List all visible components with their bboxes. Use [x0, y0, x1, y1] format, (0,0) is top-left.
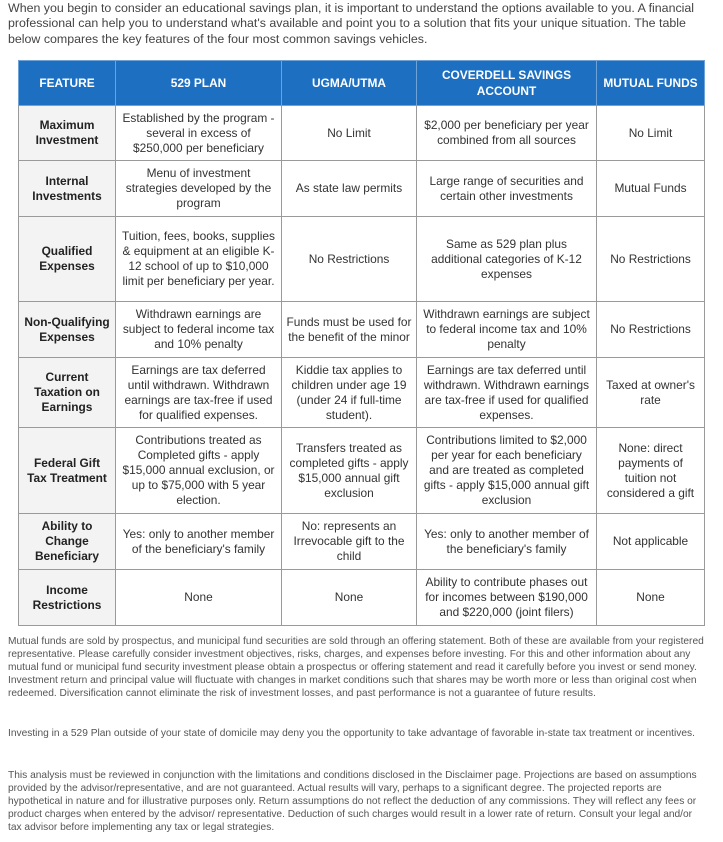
table-cell: No: represents an Irrevocable gift to the child — [282, 514, 417, 570]
feature-cell: Internal Investments — [19, 161, 116, 217]
feature-cell: Ability to Change Beneficiary — [19, 514, 116, 570]
table-row — [19, 106, 705, 161]
table-cell: No Limit — [282, 106, 417, 161]
disclaimer-mutual-funds: Mutual funds are sold by prospectus, and municipal fund securities are sold through an offering statement. Both of these are available from your registered representative. Please carefully consider investment objectives, risks, charges, and expenses before investing. For this and other information about any mutual fund or municipal fund security investment please obtain a prospectus or offering statement and read it carefully before you invest or send money. Investment return and principal value will fluctuate with changes in market conditions such that shares may be worth more or less than original cost when redeemed. Diversification cannot eliminate the risk of investment losses, and past performance is not a guarantee of future results. — [8, 636, 704, 699]
table-cell: No Restrictions — [597, 302, 705, 358]
table-cell: None — [282, 570, 417, 626]
table-cell: Withdrawn earnings are subject to federal income tax and 10% penalty — [417, 302, 597, 358]
table-cell: Mutual Funds — [597, 161, 705, 217]
table-cell: Yes: only to another member of the beneficiary's family — [417, 514, 597, 570]
header-529-plan: 529 PLAN — [116, 61, 282, 106]
feature-cell: Maximum Investment — [19, 106, 116, 161]
table-cell: No Restrictions — [597, 217, 705, 302]
feature-cell: Non-Qualifying Expenses — [19, 302, 116, 358]
table-cell: Transfers treated as completed gifts - apply $15,000 annual gift exclusion — [282, 428, 417, 514]
table-cell: No Limit — [597, 106, 705, 161]
table-row — [19, 161, 705, 217]
table-row — [19, 358, 705, 428]
header-feature: FEATURE — [19, 61, 116, 106]
table-header-row — [19, 61, 705, 106]
header-coverdell: COVERDELL SAVINGS ACCOUNT — [417, 61, 597, 106]
comparison-table — [18, 60, 705, 626]
table-row — [19, 302, 705, 358]
table-cell: Tuition, fees, books, supplies & equipment at an eligible K-12 school of up to $10,000 limit per beneficiary per year. — [116, 217, 282, 302]
feature-cell: Qualified Expenses — [19, 217, 116, 302]
table-cell: Large range of securities and certain other investments — [417, 161, 597, 217]
table-cell: Kiddie tax applies to children under age 19 (under 24 if full-time student). — [282, 358, 417, 428]
table-cell: Earnings are tax deferred until withdrawn. Withdrawn earnings are tax-free if used for qualified expenses. — [116, 358, 282, 428]
disclaimer-529-domicile: Investing in a 529 Plan outside of your state of domicile may deny you the opportunity to take advantage of favorable in-state tax treatment or incentives. — [8, 728, 695, 739]
table-cell: $2,000 per beneficiary per year combined from all sources — [417, 106, 597, 161]
table-cell: None: direct payments of tuition not considered a gift — [597, 428, 705, 514]
table-cell: Ability to contribute phases out for incomes between $190,000 and $220,000 (joint filers) — [417, 570, 597, 626]
table-cell: Withdrawn earnings are subject to federal income tax and 10% penalty — [116, 302, 282, 358]
table-cell: None — [597, 570, 705, 626]
header-ugma-utma: UGMA/UTMA — [282, 61, 417, 106]
table-row — [19, 514, 705, 570]
feature-cell: Federal Gift Tax Treatment — [19, 428, 116, 514]
feature-cell: Income Restrictions — [19, 570, 116, 626]
feature-cell: Current Taxation on Earnings — [19, 358, 116, 428]
intro-paragraph: When you begin to consider an educational savings plan, it is important to understand the options available to you. A financial professional can help you to understand what's available and point you to a solution that fits your unique situation. The table below compares the key features of the four most common savings vehicles. — [8, 1, 695, 46]
comparison-table-container — [18, 60, 704, 627]
table-cell: Not applicable — [597, 514, 705, 570]
table-cell: None — [116, 570, 282, 626]
table-cell: Established by the program - several in excess of $250,000 per beneficiary — [116, 106, 282, 161]
table-cell: Earnings are tax deferred until withdrawn. Withdrawn earnings are tax-free if used for qualified expenses. — [417, 358, 597, 428]
table-row — [19, 217, 705, 302]
table-cell: Contributions limited to $2,000 per year for each beneficiary and are treated as completed gifts - apply $15,000 annual gift exclusion — [417, 428, 597, 514]
disclaimer-analysis: This analysis must be reviewed in conjunction with the limitations and conditions disclosed in the Disclaimer page. Projections are based on assumptions provided by the advisor/representative, and are not guaranteed. Actual results will vary, perhaps to a significant degree. The projected reports are hypothetical in nature and for illustrative purposes only. Return assumptions do not reflect the deduction of any commissions. They will reflect any fees or product charges when entered by the advisor/ representative. Deduction of such charges would result in a lower rate of return. Consult your legal and/or tax advisor before implementing any tax or legal strategies. — [8, 770, 697, 833]
header-mutual-funds: MUTUAL FUNDS — [597, 61, 705, 106]
table-cell: Funds must be used for the benefit of the minor — [282, 302, 417, 358]
table-cell: Menu of investment strategies developed by the program — [116, 161, 282, 217]
table-row — [19, 428, 705, 514]
table-cell: Contributions treated as Completed gifts - apply $15,000 annual exclusion, or up to $75,000 with 5 year election. — [116, 428, 282, 514]
table-cell: No Restrictions — [282, 217, 417, 302]
table-cell: Taxed at owner's rate — [597, 358, 705, 428]
table-cell: As state law permits — [282, 161, 417, 217]
table-row — [19, 570, 705, 626]
table-cell: Yes: only to another member of the beneficiary's family — [116, 514, 282, 570]
table-cell: Same as 529 plan plus additional categories of K-12 expenses — [417, 217, 597, 302]
